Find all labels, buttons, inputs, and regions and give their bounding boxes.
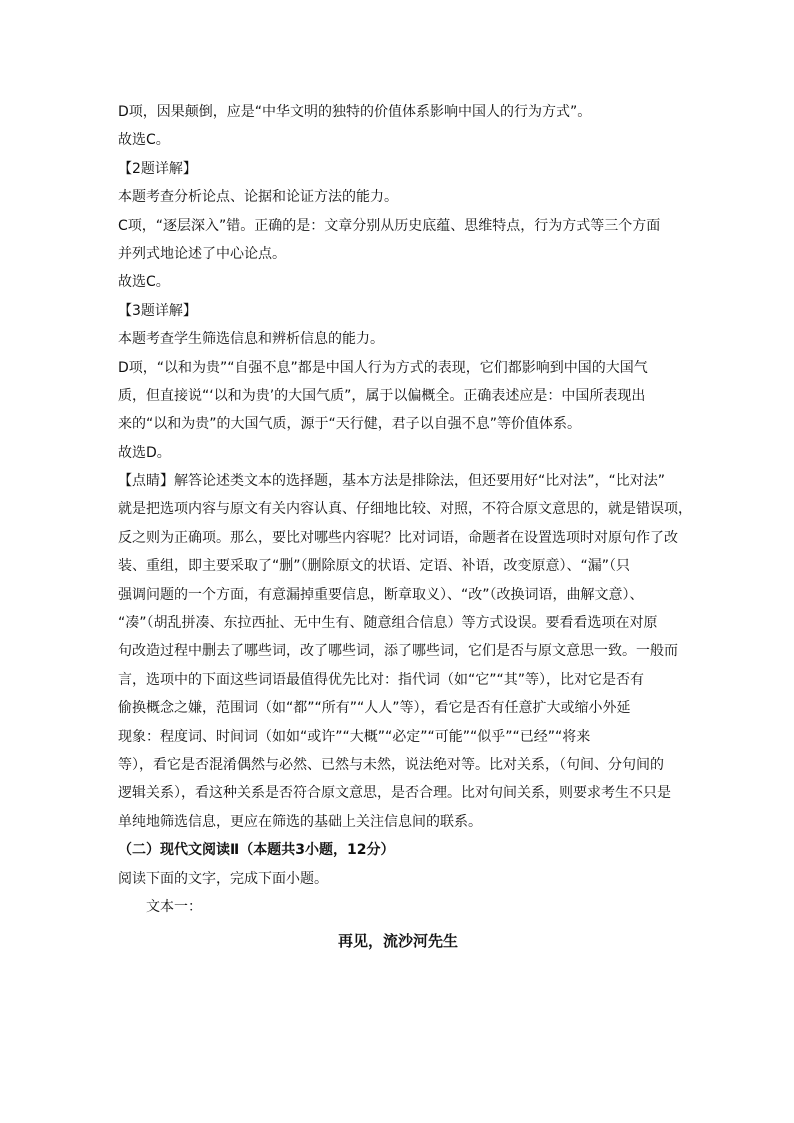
section-heading: （二）现代文阅读Ⅱ（本题共3小题，12分）	[118, 842, 395, 859]
q3-detail-heading: 【3题详解】	[118, 302, 197, 319]
answer-line-2: 故选C。	[118, 132, 170, 149]
answer-line-4: 本题考查分析论点、论据和论证方法的能力。	[118, 189, 398, 206]
answer-line-12: 来的“以和为贵”的大国气质，源于“天行健，君子以自强不息”等价值体系。	[118, 416, 582, 433]
answer-line-13: 故选D。	[118, 444, 171, 461]
dianjing-line-6: “凑”（胡乱拼凑、东拉西扯、无中生有、随意组合信息）等方式设误。要看看选项在对原	[118, 615, 658, 632]
dianjing-line-9: 偷换概念之嫌，范围词（如“都”“所有”“人人”等），看它是否有任意扩大或缩小外延	[118, 700, 631, 717]
dianjing-line-1: 【点睛】解答论述类文本的选择题，基本方法是排除法，但还要用好“比对法”，“比对法”	[118, 473, 666, 490]
dianjing-line-7: 句改造过程中删去了哪些词，改了哪些词，添了哪些词，它们是否与原文意思一致。一般而	[118, 643, 678, 660]
answer-line-7: 故选C。	[118, 274, 170, 291]
text-label: 文本一：	[146, 898, 202, 915]
dianjing-line-2: 就是把选项内容与原文有关内容认真、仔细地比较、对照，不符合原文意思的，就是错误项，	[118, 501, 692, 518]
dianjing-line-11: 等），看它是否混淆偶然与必然、已然与未然，说法绝对等。比对关系，（句间、分句间的	[118, 756, 664, 773]
dianjing-line-12: 逻辑关系），看这种关系是否符合原文意思，是否合理。比对句间关系，则要求考生不只是	[118, 785, 671, 802]
answer-line-10: D项，“以和为贵”“自强不息”都是中国人行为方式的表现，它们都影响到中国的大国气	[118, 359, 648, 376]
dianjing-line-5: 强调问题的一个方面，有意漏掉重要信息，断章取义）、“改”（改换词语，曲解文意）、	[118, 586, 644, 603]
answer-line-1: D项，因果颠倒，应是“中华文明的独特的价值体系影响中国人的行为方式”。	[118, 104, 592, 120]
dianjing-line-8: 言，选项中的下面这些词语最值得优先比对：指代词（如“它”“其”等），比对它是否有	[118, 671, 645, 688]
answer-line-9: 本题考查学生筛选信息和辨析信息的能力。	[118, 331, 384, 348]
answer-line-6: 并列式地论述了中心论点。	[118, 245, 286, 262]
instruction-text: 阅读下面的文字，完成下面小题。	[118, 870, 328, 887]
answer-line-5: C项，“逐层深入”错。正确的是：文章分别从历史底蕴、思维特点，行为方式等三个方面	[118, 217, 661, 234]
dianjing-line-10: 现象：程度词、时间词（如如“或许”“大概”“必定”“可能”“似乎”“已经”“将来	[118, 728, 591, 745]
dianjing-line-4: 装、重组，即主要采取了“删”（删除原文的状语、定语、补语，改变原意）、“漏”（只	[118, 558, 631, 575]
document-page	[118, 98, 692, 956]
dianjing-line-13: 单纯地筛选信息，更应在筛选的基础上关注信息间的联系。	[118, 813, 482, 830]
dianjing-line-3: 反之则为正确项。那么，要比对哪些内容呢？比对词语，命题者在设置选项时对原句作了改	[118, 529, 678, 546]
q2-detail-heading: 【2题详解】	[118, 160, 197, 177]
article-title: 再见，流沙河先生	[337, 932, 458, 951]
answer-line-11: 质，但直接说“‘以和为贵’的大国气质”，属于以偏概全。正确表述应是：中国所表现出	[118, 387, 646, 404]
